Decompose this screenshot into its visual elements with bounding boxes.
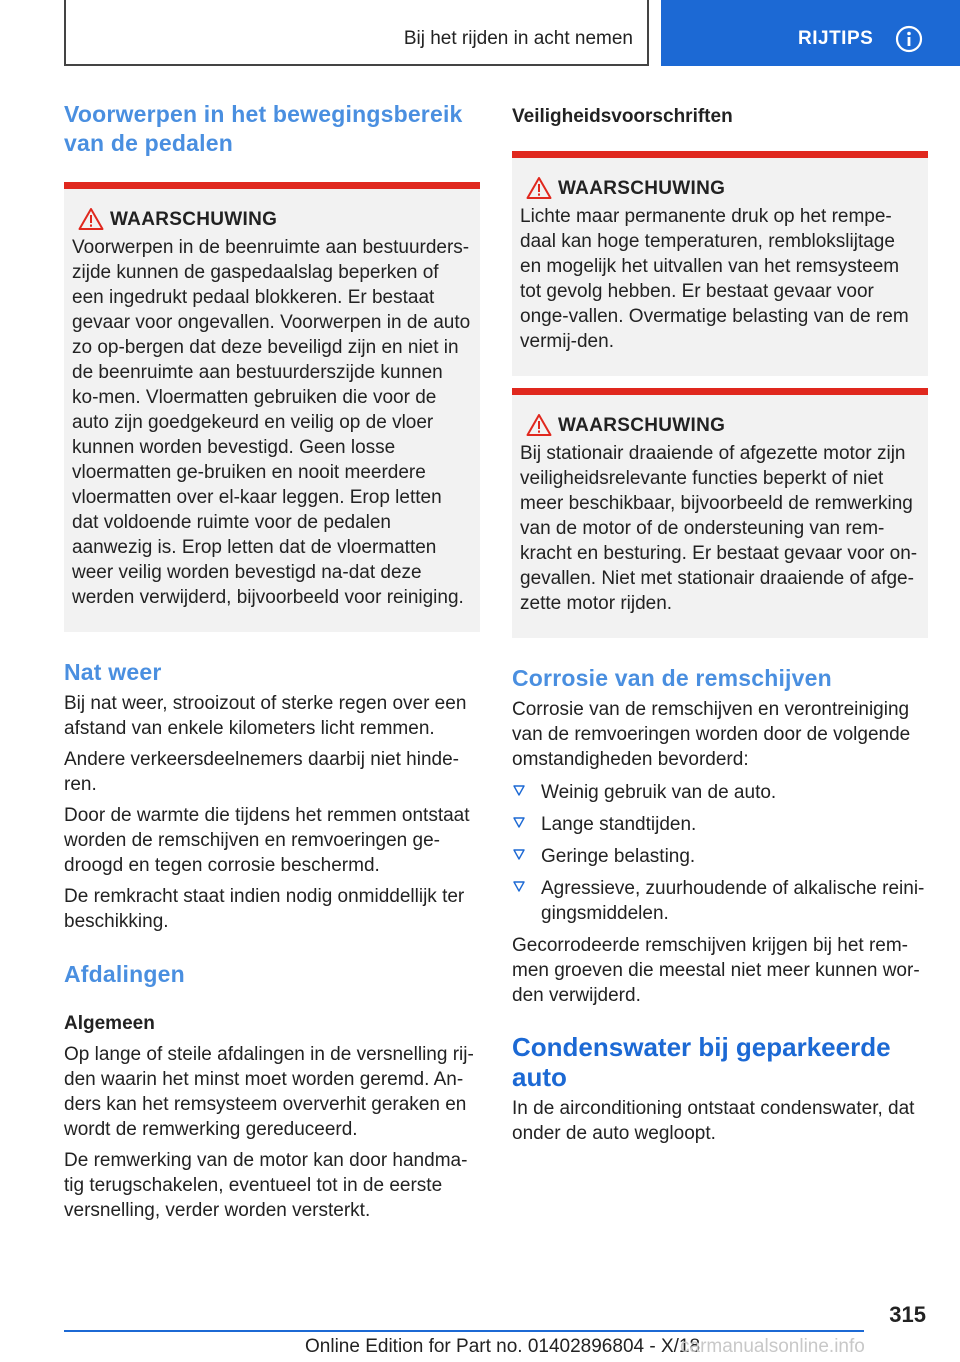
warning-text: Voorwerpen in de beenruimte aan bestuurders-zijde kunnen de gaspedaalslag beperken of een ingedrukt pedaal blokkeren. Er bestaat gevaar voor ongevallen. Voorwerpen in de auto zo op-bergen dat deze beveiligd zijn en niet in de beenruimte aan bestuurderszijde kunnen ko-men. Vloermatten gebruiken die voor de auto zijn goedgekeurd en veilig op de vloer kunnen worden bevestigd. Geen losse vloermatten ge-bruiken en nooit meerdere vloermatten over el-kaar leggen. Erop letten dat voldoende ruimte voor de pedalen aanwezig is. Erop letten dat de vloermatten weer veilig worden bevestigd na-dat deze werden verwijderd, bijvoorbeeld voor reiniging.	[72, 237, 471, 608]
heading-condensation: Condenswater bij geparkeerde auto	[512, 1032, 891, 1092]
warning-header	[520, 176, 920, 202]
triangle-bullet-icon	[513, 816, 525, 828]
paragraph: Corrosie van de remschijven en verontreiniging van de remvoeringen worden door de volgende omstandigheden bevorderd:	[512, 699, 911, 770]
list-item	[512, 876, 928, 926]
triangle-bullet-icon	[513, 848, 525, 860]
list-item	[512, 844, 928, 869]
paragraph: Bij nat weer, strooizout of sterke regen over een afstand van enkele kilometers licht remmen.	[64, 693, 467, 739]
warning-box-engine-off	[512, 388, 928, 638]
warning-box-objects	[64, 182, 480, 632]
left-column	[64, 100, 480, 1223]
list-item-text: Agressieve, zuurhoudende of alkalische reini-gingsmiddelen.	[541, 878, 925, 924]
warning-text: Lichte maar permanente druk op het rempe-daal kan hoge temperaturen, remblokslijtage en mogelijk het uitvallen van het remsysteem tot gevolg hebben. Er bestaat gevaar voor onge-vallen. Overmatige belasting van de rem vermij-den.	[520, 206, 909, 352]
paragraph: Gecorrodeerde remschijven krijgen bij het rem-men groeven die meestal niet meer kunnen wor-den verwijderd.	[512, 935, 920, 1006]
warning-text: Bij stationair draaiende of afgezette motor zijn veiligheidsrelevante functies beperkt of niet meer beschikbaar, bijvoorbeeld de remwerking van de motor of de ondersteuning van rem-kracht en besturing. Er bestaat gevaar voor on-gevallen. Niet met stationair draaiende of afge-zette motor rijden.	[520, 443, 918, 614]
paragraph: Door de warmte die tijdens het remmen ontstaat worden de remschijven en remvoeringen ge-droogd en tegen corrosie beschermd.	[64, 805, 470, 876]
paragraph: In de airconditioning ontstaat condenswater, dat onder de auto wegloopt.	[512, 1098, 915, 1144]
warning-triangle-icon	[526, 413, 552, 437]
paragraph: De remwerking van de motor kan door handma-tig terugschakelen, eventueel tot in de eerste versnelling, verder worden versterkt.	[64, 1150, 468, 1221]
triangle-bullet-icon	[513, 880, 525, 892]
subheading-general: Algemeen	[64, 1013, 155, 1034]
warning-title: WAARSCHUWING	[558, 415, 726, 436]
list-item-text: Lange standtijden.	[541, 814, 697, 835]
subheading-safety: Veiligheidsvoorschriften	[512, 106, 733, 127]
list-item	[512, 780, 928, 805]
footer-divider	[64, 1330, 864, 1332]
heading-objects-pedals: Voorwerpen in het bewegingsbereik van de pedalen	[64, 101, 463, 156]
header-tab-label: RIJTIPS	[798, 28, 874, 49]
paragraph: Op lange of steile afdalingen in de versnelling rij-den waarin het minst moet worden geremd. An-ders kan het remsysteem oververhit geraken en wordt de remwerking gereduceerd.	[64, 1044, 474, 1140]
paragraph: De remkracht staat indien nodig onmiddellijk ter beschikking.	[64, 886, 465, 932]
heading-wet-weather: Nat weer	[64, 659, 162, 685]
heading-corrosion: Corrosie van de remschijven	[512, 665, 832, 691]
warning-title: WAARSCHUWING	[110, 209, 278, 230]
header-section-box	[64, 0, 649, 66]
warning-triangle-icon	[78, 207, 104, 231]
header-tab-rijtips[interactable]	[661, 0, 960, 66]
warning-triangle-icon	[526, 176, 552, 200]
heading-descents: Afdalingen	[64, 961, 185, 987]
info-icon[interactable]	[895, 25, 923, 53]
list-item-text: Weinig gebruik van de auto.	[541, 782, 777, 803]
page-number: 315	[889, 1302, 926, 1327]
right-column	[512, 104, 928, 1146]
footer-edition: Online Edition for Part no. 01402896804 - X/18	[305, 1336, 701, 1357]
paragraph: Andere verkeersdeelnemers daarbij niet hinde-ren.	[64, 749, 460, 795]
list-item	[512, 812, 928, 837]
watermark: carmanualsonline.info	[680, 1336, 865, 1357]
list-item-text: Geringe belasting.	[541, 846, 696, 867]
header-section-title: Bij het rijden in acht nemen	[403, 28, 633, 49]
warning-box-brake-pressure	[512, 151, 928, 376]
warning-header	[72, 207, 472, 233]
warning-title: WAARSCHUWING	[558, 178, 726, 199]
triangle-bullet-icon	[513, 784, 525, 796]
corrosion-list	[512, 780, 928, 926]
warning-header	[520, 413, 920, 439]
